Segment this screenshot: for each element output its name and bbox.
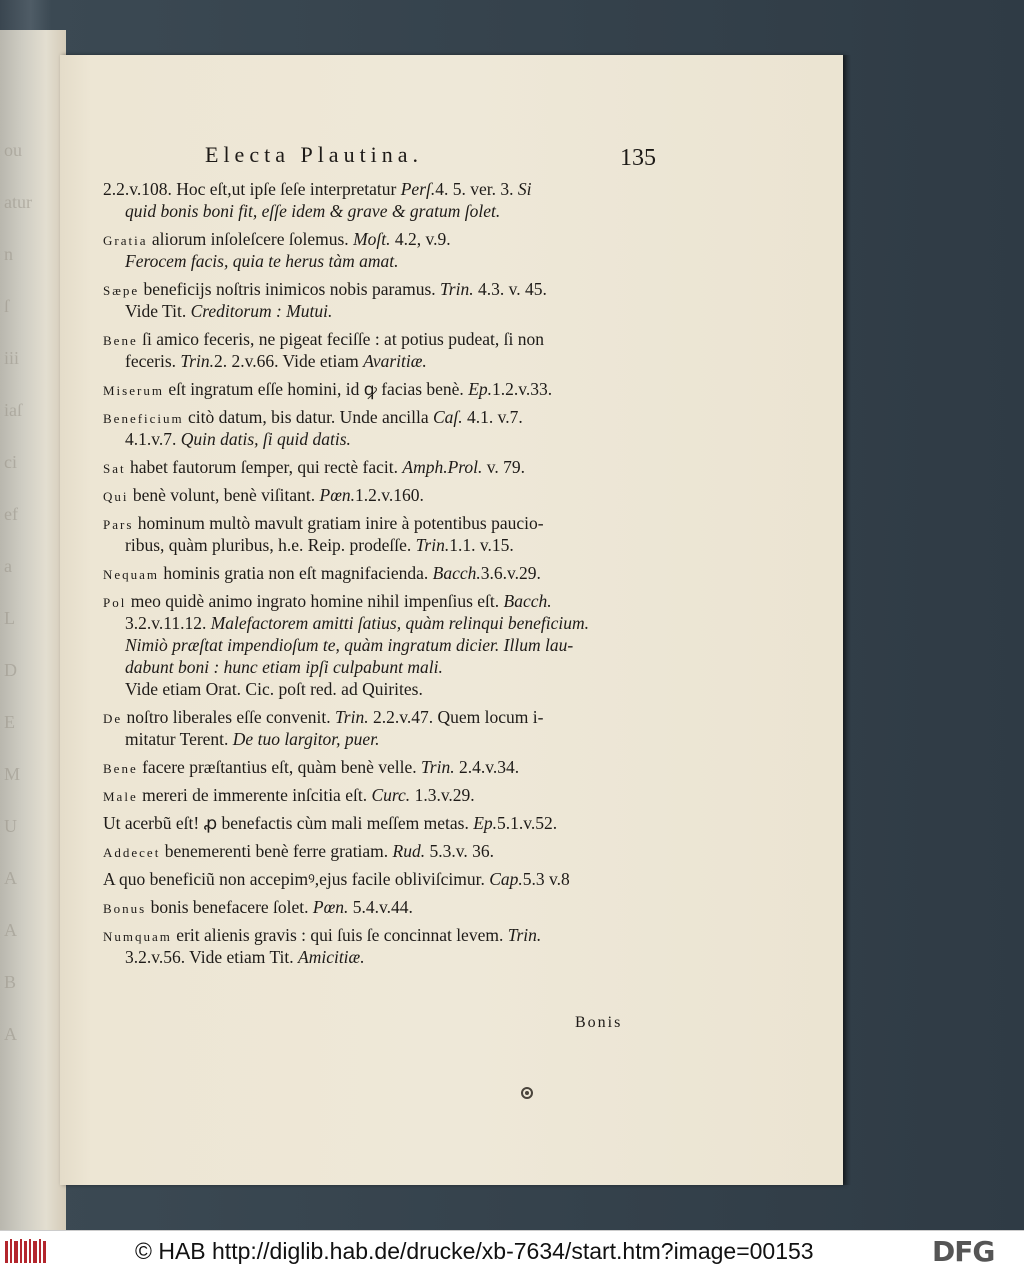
text-line	[103, 634, 663, 656]
text-segment: erit alienis gravis : qui ſuis ſe concinnat levem.	[171, 925, 508, 945]
text-line	[103, 706, 663, 728]
text-segment: Vide Tit.	[125, 301, 191, 321]
italic-segment: quid bonis boni fit, eſſe idem & grave & gratum ſolet.	[125, 201, 501, 221]
italic-segment: Amph.Prol.	[402, 457, 483, 477]
bleedthrough-letter: M	[4, 764, 21, 784]
italic-segment: Trin.	[421, 757, 455, 777]
text-line	[103, 250, 663, 272]
text-segment: hominis gratia non eſt magnifacienda.	[159, 563, 433, 583]
text-segment: 4.3. v. 45.	[473, 279, 547, 299]
italic-segment: Bacch.	[503, 591, 552, 611]
bleedthrough-letter: ci	[4, 452, 17, 472]
text-line	[103, 456, 663, 478]
text-segment: hominum multò mavult gratiam inire à potentibus paucio-	[133, 513, 544, 533]
italic-segment: Curc.	[371, 785, 411, 805]
text-segment: meo quidè animo ingrato homine nihil impenſius eſt.	[126, 591, 504, 611]
text-line	[103, 868, 663, 890]
text-line	[103, 946, 663, 968]
lemma-small-caps: Pol	[103, 595, 127, 610]
text-line	[103, 612, 663, 634]
text-segment: eſt ingratum eſſe homini, id ꝙ facias benè.	[163, 379, 469, 399]
bleedthrough-letter: L	[4, 608, 15, 628]
bleedthrough-letter: ſ	[4, 296, 10, 316]
bleedthrough-letter: E	[4, 712, 15, 732]
text-line	[103, 378, 663, 400]
bleedthrough-letter: A	[4, 868, 17, 888]
text-segment: ſi amico feceris, ne pigeat feciſſe : at potius pudeat, ſi non	[137, 329, 544, 349]
text-segment: 1.3.v.29.	[410, 785, 475, 805]
text-line	[103, 428, 663, 450]
lemma-small-caps: Sæpe	[103, 283, 140, 298]
italic-segment: Ep.	[468, 379, 493, 399]
bleedthrough-letter: n	[4, 244, 13, 264]
text-segment: benè volunt, benè viſitant.	[128, 485, 320, 505]
text-segment: 2.2.v.47. Quem locum i-	[368, 707, 544, 727]
text-segment: beneficijs noſtris inimicos nobis paramus.	[139, 279, 441, 299]
copyright-text: © HAB http://diglib.hab.de/drucke/xb-7634/start.htm?image=00153	[135, 1238, 814, 1264]
text-segment: 5.3.v. 36.	[425, 841, 494, 861]
italic-segment: Trin.	[507, 925, 542, 945]
lemma-small-caps: Bonus	[103, 901, 147, 916]
catchword: Bonis	[575, 1014, 623, 1031]
text-segment: mitatur Terent.	[125, 729, 233, 749]
italic-segment: Moſt.	[353, 229, 391, 249]
italic-segment: Trin.	[335, 707, 369, 727]
text-line	[103, 534, 663, 556]
italic-segment: Ferocem facis, quia te herus tàm amat.	[125, 251, 399, 271]
text-line	[103, 840, 663, 862]
bleedthrough-letter: U	[4, 816, 17, 836]
italic-segment: Nimiò præſtat impendioſum te, quàm ingratum dicier. Illum lau-	[125, 635, 574, 655]
text-segment: 1.1. v.15.	[449, 535, 514, 555]
italic-segment: Pœn.	[312, 897, 349, 917]
text-segment: 4.1. v.7.	[462, 407, 523, 427]
italic-segment: Pœn.	[319, 485, 355, 505]
text-line	[103, 896, 663, 918]
lemma-small-caps: Miserum	[103, 383, 164, 398]
text-segment: 3.2.v.11.12.	[125, 613, 211, 633]
lemma-small-caps: Bene	[103, 333, 138, 348]
text-line	[103, 678, 663, 700]
italic-segment: dabunt boni : hunc etiam ipſi culpabunt mali.	[125, 657, 443, 677]
bleedthrough-letter: ef	[4, 504, 18, 524]
italic-segment: De tuo largitor, puer.	[232, 729, 380, 749]
footer-bar	[0, 1230, 1024, 1271]
text-segment: bonis benefacere ſolet.	[146, 897, 313, 917]
text-line	[103, 784, 663, 806]
text-line	[103, 924, 663, 946]
italic-segment: Perſ.	[400, 179, 436, 199]
text-segment: ribus, quàm pluribus, h.e. Reip. prodeſſe.	[125, 535, 416, 555]
text-segment: v. 79.	[482, 457, 526, 477]
bleedthrough-letter: D	[4, 660, 17, 680]
text-segment: benemerenti benè ferre gratiam.	[160, 841, 393, 861]
page-text-block	[103, 178, 663, 968]
italic-segment: Bacch.	[432, 563, 481, 583]
lemma-small-caps: Beneficium	[103, 411, 184, 426]
text-segment: Ut acerbũ eſt! ꝓ benefactis cùm mali meſſem metas.	[103, 813, 474, 833]
italic-segment: Si	[517, 179, 532, 199]
lemma-small-caps: Pars	[103, 517, 134, 532]
italic-segment: Trin.	[180, 351, 214, 371]
text-line	[103, 328, 663, 350]
text-line	[103, 728, 663, 750]
text-line	[103, 278, 663, 300]
text-segment: A quo beneficiũ non accepimꝰ,ejus facile obliviſcimur.	[103, 869, 490, 889]
italic-segment: Cap.	[489, 869, 523, 889]
lemma-small-caps: Gratia	[103, 233, 148, 248]
text-segment: mereri de immerente inſcitia eſt.	[137, 785, 372, 805]
text-segment: facere præſtantius eſt, quàm benè velle.	[137, 757, 422, 777]
bleedthrough-letter: A	[4, 920, 17, 940]
text-segment: 1.2.v.160.	[355, 485, 424, 505]
bleedthrough-letter: iii	[4, 348, 20, 368]
italic-segment: Amicitiæ.	[298, 947, 365, 967]
text-segment: noſtro liberales eſſe convenit.	[122, 707, 336, 727]
text-segment: 3.6.v.29.	[480, 563, 541, 583]
text-line	[103, 350, 663, 372]
lemma-small-caps: Sat	[103, 461, 126, 476]
text-segment: 3.2.v.56. Vide etiam Tit.	[125, 947, 298, 967]
dfg-logo: DFG	[932, 1235, 995, 1268]
bleedthrough-letter: atur	[4, 192, 32, 212]
text-segment: habet fautorum ſemper, qui rectè facit.	[125, 457, 403, 477]
bleedthrough-letter: iaſ	[4, 400, 22, 420]
italic-segment: Avaritiæ.	[363, 351, 427, 371]
lemma-small-caps: Numquam	[103, 929, 172, 944]
text-segment: 1.2.v.33.	[492, 379, 553, 399]
text-segment: aliorum inſoleſcere ſolemus.	[147, 229, 354, 249]
text-line	[103, 228, 663, 250]
text-line	[103, 656, 663, 678]
lemma-small-caps: Male	[103, 789, 138, 804]
previous-page-edge	[0, 30, 66, 1230]
lemma-small-caps: Addecet	[103, 845, 161, 860]
text-line	[103, 200, 663, 222]
text-segment: 5.3 v.8	[522, 869, 570, 889]
page-shadow	[843, 55, 851, 1185]
text-segment: 4. 5. ver. 3.	[435, 179, 518, 199]
italic-segment: Quin datis, ſi quid datis.	[180, 429, 351, 449]
hab-barcode-logo-icon	[4, 1237, 50, 1265]
text-line	[103, 512, 663, 534]
text-segment: 5.1.v.52.	[497, 813, 558, 833]
text-segment: 2. 2.v.66. Vide etiam	[213, 351, 364, 371]
printer-ornament-icon	[521, 1087, 533, 1099]
text-segment: 2.2.v.108. Hoc eſt,ut ipſe ſeſe interpretatur	[103, 179, 401, 199]
bleedthrough-letter: ou	[4, 140, 22, 160]
bleedthrough-letter: A	[4, 1024, 17, 1044]
lemma-small-caps: Qui	[103, 489, 129, 504]
text-segment: 4.1.v.7.	[125, 429, 181, 449]
text-segment: citò datum, bis datur. Unde ancilla	[183, 407, 433, 427]
text-segment: 2.4.v.34.	[454, 757, 520, 777]
lemma-small-caps: Bene	[103, 761, 138, 776]
lemma-small-caps: Nequam	[103, 567, 160, 582]
text-line	[103, 484, 663, 506]
text-line	[103, 562, 663, 584]
italic-segment: Ep.	[473, 813, 498, 833]
text-segment: 4.2, v.9.	[390, 229, 451, 249]
italic-segment: Malefactorem amitti ſatius, quàm relinqui beneficium.	[210, 613, 590, 633]
lemma-small-caps: De	[103, 711, 123, 726]
bleedthrough-letter: B	[4, 972, 17, 992]
italic-segment: Trin.	[440, 279, 474, 299]
bleedthrough-letter: a	[4, 556, 12, 576]
italic-segment: Caſ.	[432, 407, 463, 427]
text-line	[103, 178, 663, 200]
text-line	[103, 756, 663, 778]
italic-segment: Trin.	[415, 535, 450, 555]
running-title: Electa Plautina.	[205, 142, 424, 167]
text-segment: feceris.	[125, 351, 181, 371]
italic-segment: Creditorum : Mutui.	[190, 301, 333, 321]
folio-number: 135	[620, 145, 656, 171]
text-line	[103, 406, 663, 428]
text-line	[103, 300, 663, 322]
text-segment: Vide etiam Orat. Cic. poſt red. ad Quirites.	[125, 679, 423, 699]
italic-segment: Rud.	[392, 841, 426, 861]
text-segment: 5.4.v.44.	[348, 897, 413, 917]
text-line	[103, 812, 663, 834]
text-line	[103, 590, 663, 612]
